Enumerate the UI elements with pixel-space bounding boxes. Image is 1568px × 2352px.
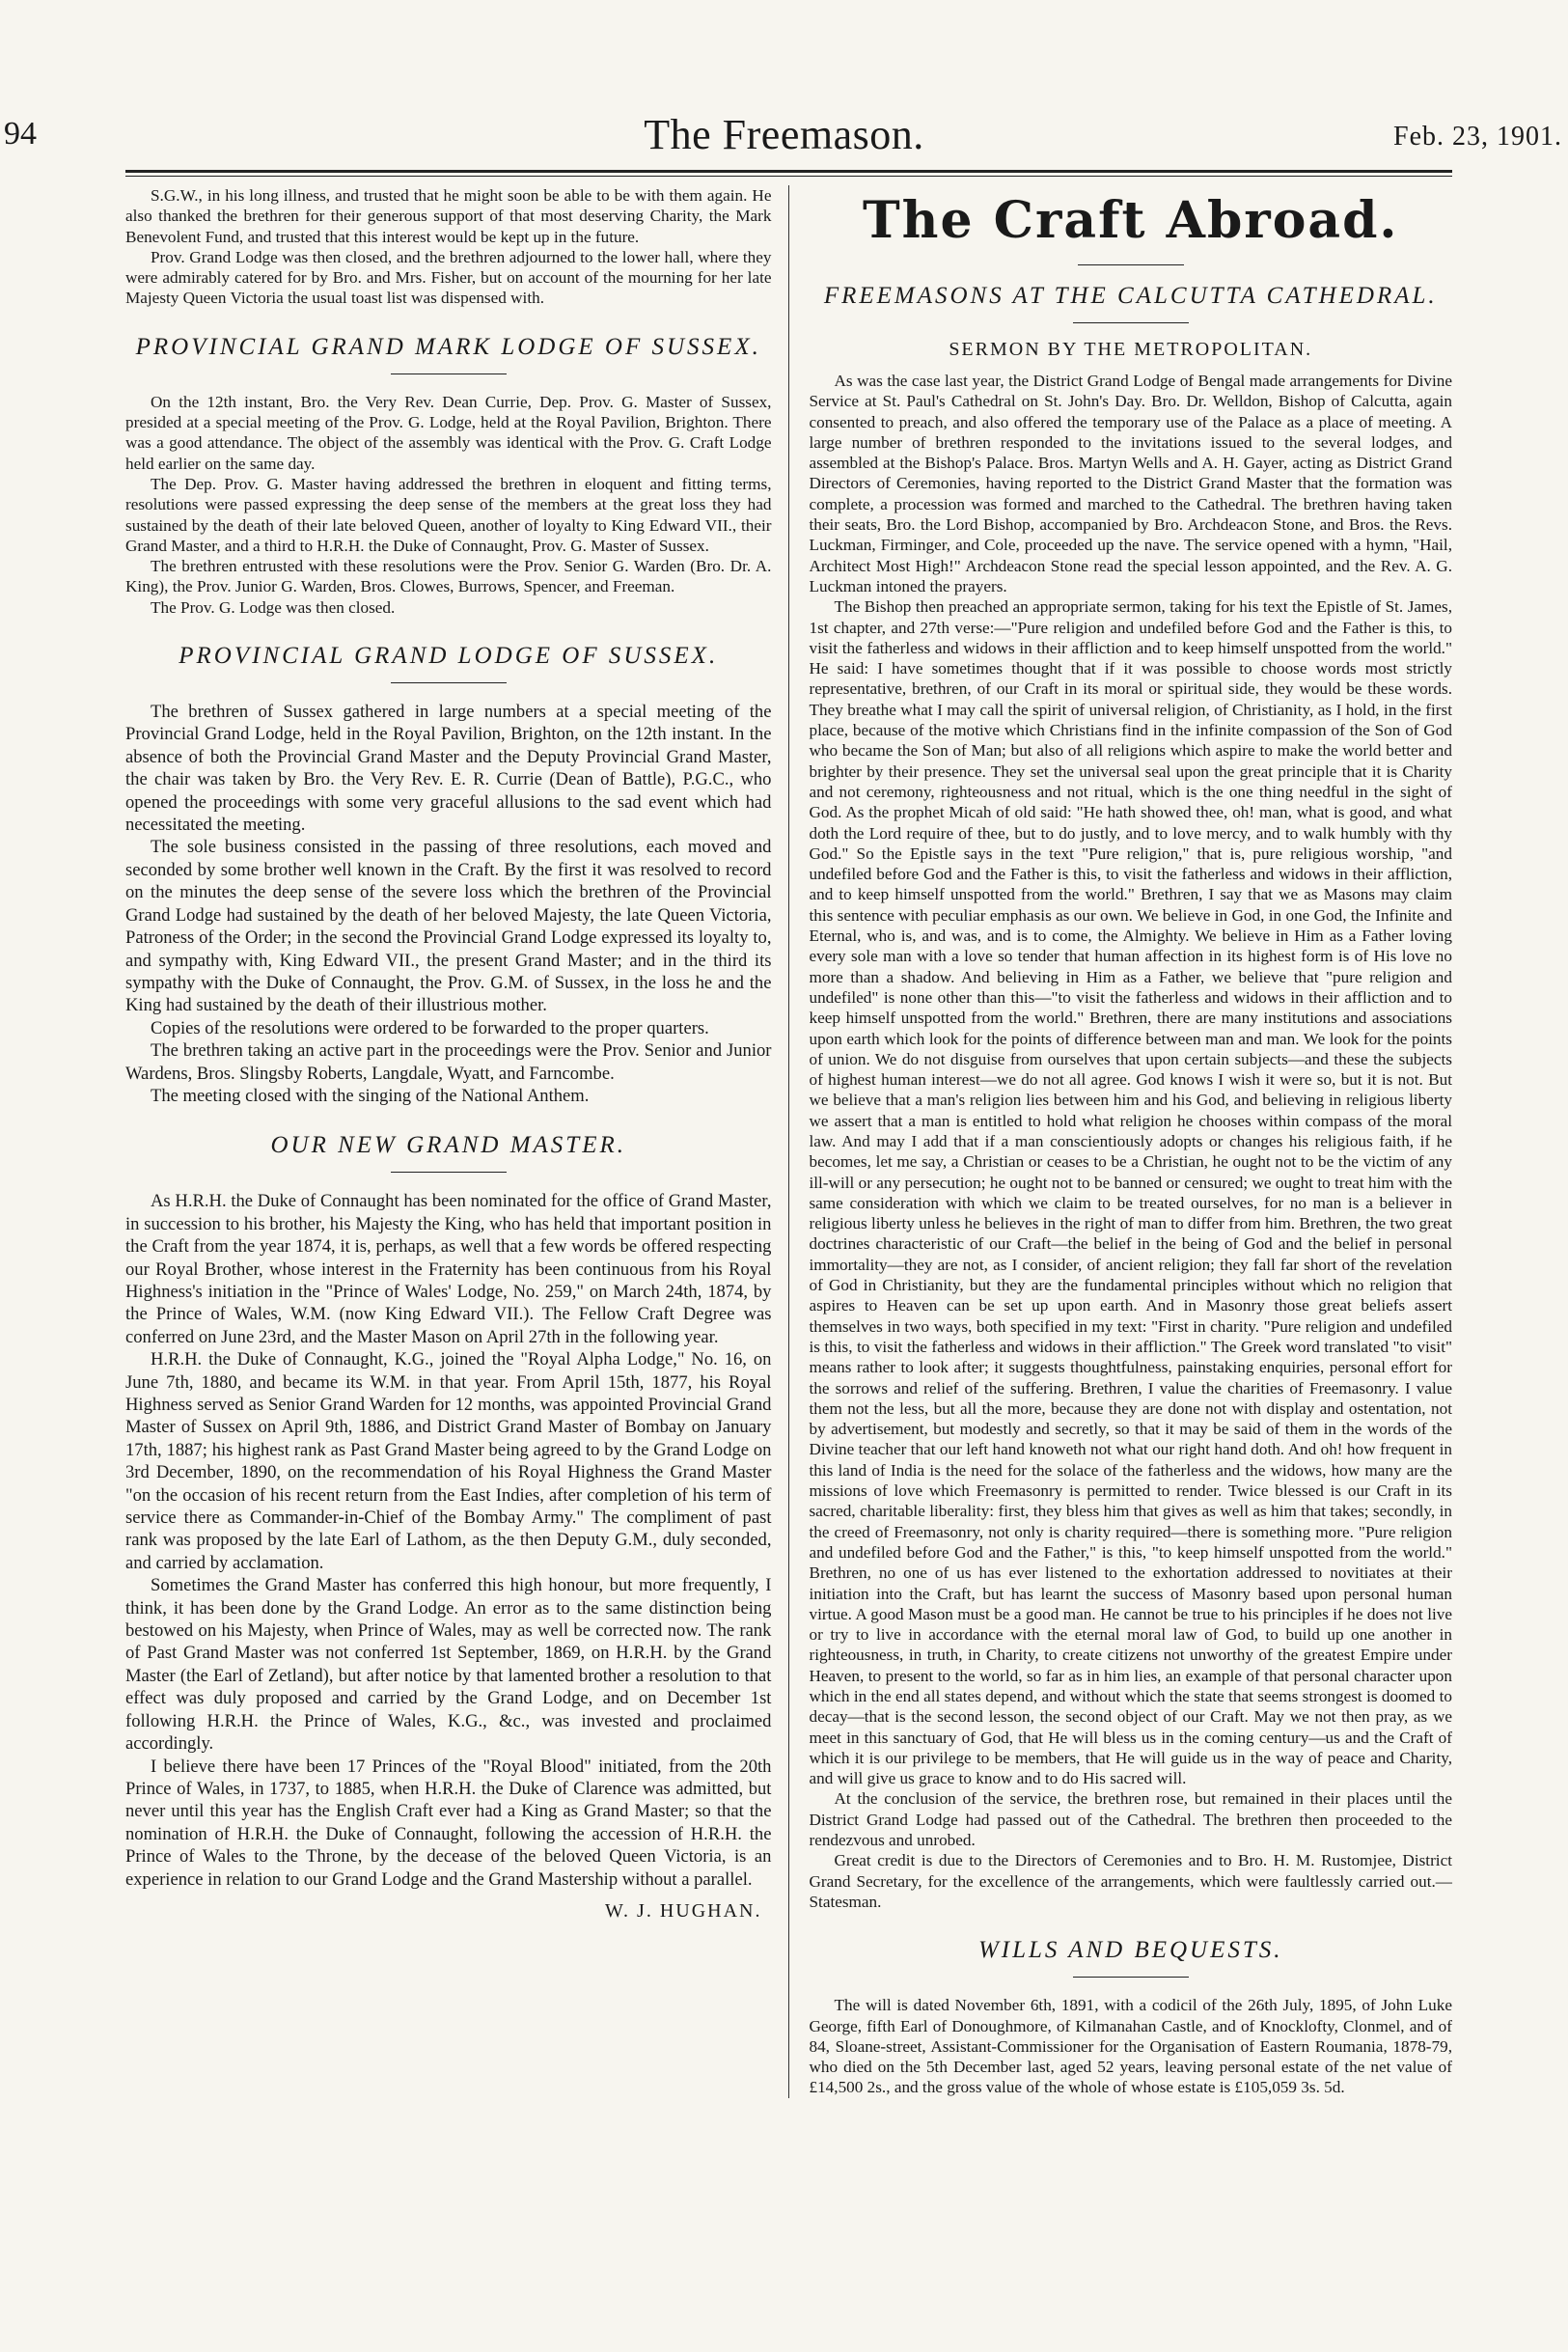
prov-paragraph: Copies of the resolutions were ordered to be forwarded to the proper quarters. bbox=[151, 1017, 709, 1038]
cathedral-paragraph: As was the case last year, the District Grand Lodge of Bengal made arrangements for Divine Service at St. Paul's Cathedral on St. John's Day. Bro. Dr. Welldon, Bishop of Calcutta, again consented to preach, and also offered the temporary use of the Palace as a place of meeting. A large number of brethren responded to the invitations issued to the several lodges, and assembled at the Bishop's Palace. Bros. Martyn Wells and A. H. Gayer, acting as District Grand Directors of Ceremonies, having reported to the District Grand Master that the formation was complete, a procession was formed and marched to the Cathedral. The brethren having taken their seats, Bro. the Lord Bishop, accompanied by Bro. Archdeacon Stone, and Bros. the Revs. Luckman, Firminger, and Cole, proceeded up the nave. The service opened with a hymn, "Hail, Architect Most High!" Archdeacon Stone read the special lesson appointed, and the Rev. A. G. Luckman intoned the prayers. bbox=[809, 372, 1452, 595]
author-signature: W. J. HUGHAN. bbox=[605, 1899, 762, 1922]
mark-paragraph: The Dep. Prov. G. Master having addressed the brethren in eloquent and fitting terms, resolutions were passed expressing the deep sense of the members at the great loss they had sustained by the death of their late beloved Queen, another of loyalty to King Edward VII., their Grand Master, and a third to H.R.H. the Duke of Connaught, Prov. G. Master of Sussex. bbox=[125, 474, 772, 555]
mark-paragraph: On the 12th instant, Bro. the Very Rev. Dean Currie, Dep. Prov. G. Master of Sussex, presided at a special meeting of the Prov. G. Lodge, held at the Royal Pavilion, Brighton. There was a good attendance. The object of the assembly was identical with the Prov. G. Craft Lodge held earlier on the same day. bbox=[125, 392, 772, 473]
intro-paragraph: Prov. Grand Lodge was then closed, and the brethren adjourned to the lower hall, where they were admirably catered for by Bro. and Mrs. Fisher, but on account of the mourning for her late Majesty Queen Victoria the usual toast list was dispensed with. bbox=[125, 247, 772, 308]
mark-lodge-heading: PROVINCIAL GRAND MARK LODGE OF SUSSEX. bbox=[125, 334, 771, 374]
prov-paragraph: The meeting closed with the singing of the National Anthem. bbox=[151, 1085, 590, 1106]
wills-paragraph: The will is dated November 6th, 1891, with a codicil of the 26th July, 1895, of John Luke George, fifth Earl of Donoughmore, of Kilmanahan Castle, and of Knocklofty, Clonmel, and of 84, Sloane-street, Assistant-Commissioner for the Organisation of Eastern Roumania, 1878-79, who died on the 5th December last, aged 52 years, leaving personal estate of the net value of £14,500 2s., and the gross value of the whole of whose estate is £105,059 3s. 5d. bbox=[809, 1996, 1452, 2097]
mark-paragraph: The brethren entrusted with these resolutions were the Prov. Senior G. Warden (Bro. Dr. A. King), the Prov. Junior G. Warden, Bros. Clowes, Burrows, Spencer, and Freeman. bbox=[125, 557, 772, 596]
grand-master-paragraph: As H.R.H. the Duke of Connaught has been nominated for the office of Grand Master, in succession to his brother, his Majesty the King, who has held that important position in the Craft from the year 1874, it is, perhaps, as well that a few words be offered respecting our Royal Brother, whose interest in the Fraternity has been continuous from his Royal Highness's initiation in the "Prince of Wales' Lodge, No. 259," on March 24th, 1874, by the Prince of Wales, W.M. (now King Edward VII.). The Fellow Craft Degree was conferred on June 23rd, and the Master Mason on April 27th in the following year. bbox=[125, 1191, 772, 1347]
right-column bbox=[788, 185, 1452, 2098]
columns bbox=[125, 185, 1452, 2098]
page-number: 94 bbox=[4, 116, 37, 152]
grand-master-paragraph: H.R.H. the Duke of Connaught, K.G., joined the "Royal Alpha Lodge," No. 16, on June 7th, 1880, and became its W.M. in that year. From April 15th, 1877, his Royal Highness served as Senior Grand Warden for 12 months, was appointed Provincial Grand Master of Sussex on April 9th, 1886, and District Grand Master of Bombay on January 17th, 1887; his highest rank as Past Grand Master being agreed to by the Grand Lodge on 3rd December, 1890, on the recommendation of his Royal Highness the Grand Master "on the occasion of his recent return from the East Indies, after completion of his term of service there as Commander-in-Chief of the Bombay Army." The compliment of past rank was proposed by the late Earl of Lathom, as the then Deputy G.M., duly seconded, and carried by acclamation. bbox=[125, 1349, 772, 1573]
cathedral-heading: FREEMASONS AT THE CALCUTTA CATHEDRAL. bbox=[809, 283, 1452, 323]
grand-master-paragraph: I believe there have been 17 Princes of the "Royal Blood" initiated, from the 20th Prince of Wales, in 1737, to 1885, when H.R.H. the Duke of Clarence was admitted, but never until this year has the English Craft ever had a King as Grand Master; so that the nomination of H.R.H. the Duke of Connaught, following the accession of H.R.H. the Prince of Wales to the Throne, by the decease of the beloved Queen Victoria, is an experience in relation to our Grand Lodge and the Grand Mastership without a parallel. bbox=[125, 1756, 772, 1890]
cathedral-paragraph: At the conclusion of the service, the brethren rose, but remained in their places until the District Grand Lodge had passed out of the Cathedral. The brethren then proceeded to the rendezvous and unrobed. bbox=[809, 1789, 1452, 1850]
cathedral-paragraph: The Bishop then preached an appropriate sermon, taking for his text the Epistle of St. James, 1st chapter, and 27th verse:—"Pure religion and undefiled before God and the Father is this, to visit the fatherless and widows in their affliction and to keep himself unspotted from the world." He said: I have sometimes thought that if it was possible to choose words most strictly representative, brethren, of our Craft in its moral or spiritual side, they would be these words. They breathe what I may call the spirit of universal religion, of Christianity, as I hold, in the first place, because of the motive which Christians find in the infinite compassion of the Son of God who became the Son of Man; but also of all religions which aspire to make the world better and brighter by their presence. They set the universal seal upon the great principle that it is Charity and not ceremony, righteousness and not ritual, which is the one thing needful in the sight of God. As the prophet Micah of old said: "He hath showed thee, oh! man, what is good, and what doth the Lord require of thee, but to do justly, and to love mercy, and to walk humbly with thy God." So the Epistle says in the text "Pure religion," that is, pure religious worship, "and undefiled before God and the Father is this, to visit the fatherless and widows in their affliction, and to keep himself unspotted from the world." Brethren, I say that we as Masons may claim this sentence with peculiar emphasis as our own. We believe in God, in one God, the Infinite and Eternal, who is, and was, and is to come, the Almighty. We believe in Him as a Father loving every sole man with a love so tender that human affection in its highest form is of His love no more than a shadow. And believing in Him as a Father, we believe that "pure religion and undefiled" is none other than this—"to visit the fatherless and widows in their affliction and to keep himself unspotted from the world." Brethren, there are many institutions and associations upon earth which look for the points of difference between man and man. We look for the points of union. We do not disguise from ourselves that upon certain subjects—and these the subjects of highest human interest—we do not all agree. God knows I wish it were so, but it is not. But we believe that a man's religion lies between him and his God, and believing in religious liberty we assert that a man is entitled to hold what religion he chooses within compass of the moral law. And may I add that if a man conscientiously adopts or changes his religious faith, if he becomes, let me say, a Christian or ceases to be a Christian, he ought not to be the victim of any ill-will or any persecution; he ought not to be banned or censured; we ought to treat him with the same consideration with which we claim to be treated ourselves, for no man is a believer in religious liberty unless he believes in the right of man to differ from him. Brethren, the two great doctrines characteristic of our Craft—the belief in the being of God and the belief in personal immortality—they are not, as I consider, of ancient religion; they fall far short of the revelation of God in Christianity, but they are the fundamental principles without which no religion that aspires to Heaven can be set up upon earth. And in Masonry those great beliefs assert themselves in two ways, both specified in my text: "First in charity. "Pure religion and undefiled is this, to visit the fatherless and widows in their affliction." The Greek word translated "to visit" means rather to look after; it suggests thoughtfulness, painstaking enquiries, personal effort for the sorrows and relief of the suffering. Brethren, I value the charities of Freemasonry. I value them not the less, but all the more, because they are done not with display and ostentation, not by advertisement, but modestly and secretly, so that it may be said of them in the words of the Divine teacher that our left hand knoweth not what our right hand doth. And oh! how frequent in this land of India is the need for the solace of the fatherless and the widows, how many are the missions of love which Freemasonry is permitted to render. Twice blessed is our Craft in its sacred, charitable liberality: first, they bless him that gives as well as him that takes; secondly, in the creed of Freemasonry, not only is charity required—there is something more. "Pure religion and undefiled before God and the Father," is this, "to keep himself unspotted from the world." Brethren, no one of us has ever listened to the exhortation addressed to novitiates at their initiation into the Craft, but has learnt the success of Masonry based upon personal human virtue. A good Mason must be a good man. He cannot be true to his principles if he does not live or try to live in accordance with the eternal moral law of God, to build up one another in righteousness, in truth, in Charity, to create citizens not unworthy of the greatest Empire under Heaven, to present to the world, so far as in him lies, an example of that personal character upon which in the end all states depend, and without which the state that seems strongest is doomed to decay—that is the second lesson, the second object of our Craft. May we not then pray, as we meet in this sanctuary of God, that He will bless us in the coming century—us and the Craft of which it is our privilege to be members, that He will guide us in the way of peace and Charity, and will give us grace to know and to do His sacred will. bbox=[809, 597, 1452, 1788]
masthead-rule-thin bbox=[125, 176, 1452, 177]
wills-heading: WILLS AND BEQUESTS. bbox=[809, 1937, 1452, 1978]
grand-master-paragraph: Sometimes the Grand Master has conferred this high honour, but more frequently, I think, it has been done by the Grand Lodge. An error as to the same distinction being bestowed on his Majesty, when Prince of Wales, may as well be corrected now. The rank of Past Grand Master was not conferred 1st September, 1869, on H.R.H. by the Grand Master (the Earl of Zetland), but after notice by that lamented brother a resolution to that effect was duly proposed and carried by the Grand Lodge, and on December 1st following H.R.H. the Prince of Wales, K.G., &c., was invested and proclaimed accordingly. bbox=[125, 1575, 772, 1755]
cathedral-paragraph: Great credit is due to the Directors of Ceremonies and to Bro. H. M. Rustomjee, District Grand Secretary, for the excellence of the arrangements, which were faultlessly carried out.—Statesman. bbox=[809, 1851, 1452, 1911]
left-column bbox=[125, 185, 788, 2098]
masthead-date: Feb. 23, 1901. bbox=[1393, 122, 1562, 152]
prov-paragraph: The brethren of Sussex gathered in large numbers at a special meeting of the Provincial Grand Lodge, held in the Royal Pavilion, Brighton, on the 12th instant. In the absence of both the Provincial Grand Master and the Deputy Provincial Grand Master, the chair was taken by Bro. the Very Rev. E. R. Currie (Dean of Battle), P.G.C., who opened the proceedings with some very graceful allusions to the sad event which had necessitated the meeting. bbox=[125, 702, 772, 836]
intro-paragraph: S.G.W., in his long illness, and trusted that he might soon be able to be with them again. He also thanked the brethren for their generous support of that most deserving Charity, the Mark Benevolent Fund, and trusted that this interest would be kept up in the future. bbox=[125, 186, 772, 246]
prov-paragraph: The sole business consisted in the passing of three resolutions, each moved and seconded by some brother well known in the Craft. By the first it was resolved to record on the minutes the deep sense of the severe loss which the brethren of the Provincial Grand Lodge had sustained by the death of her beloved Majesty, the late Queen Victoria, Patroness of the Order; in the second the Provincial Grand Lodge expressed its loyalty to, and sympathy with, King Edward VII., the present Grand Master; and in the third its sympathy with the Duke of Connaught, the Prov. G.M. of Sussex, in the loss he and the King had sustained by the death of their illustrious mother. bbox=[125, 837, 772, 1016]
craft-abroad-title: The Craft Abroad. bbox=[809, 191, 1452, 265]
masthead-rule bbox=[125, 170, 1452, 173]
mark-paragraph: The Prov. G. Lodge was then closed. bbox=[151, 597, 396, 617]
sermon-subheading: SERMON BY THE METROPOLITAN. bbox=[949, 339, 1313, 360]
masthead-title: The Freemason. bbox=[644, 111, 924, 158]
grand-master-heading: OUR NEW GRAND MASTER. bbox=[125, 1132, 771, 1173]
prov-lodge-heading: PROVINCIAL GRAND LODGE OF SUSSEX. bbox=[125, 643, 771, 683]
prov-paragraph: The brethren taking an active part in the proceedings were the Prov. Senior and Junior Wardens, Bros. Slingsby Roberts, Langdale, Wyatt, and Farncombe. bbox=[125, 1040, 772, 1084]
